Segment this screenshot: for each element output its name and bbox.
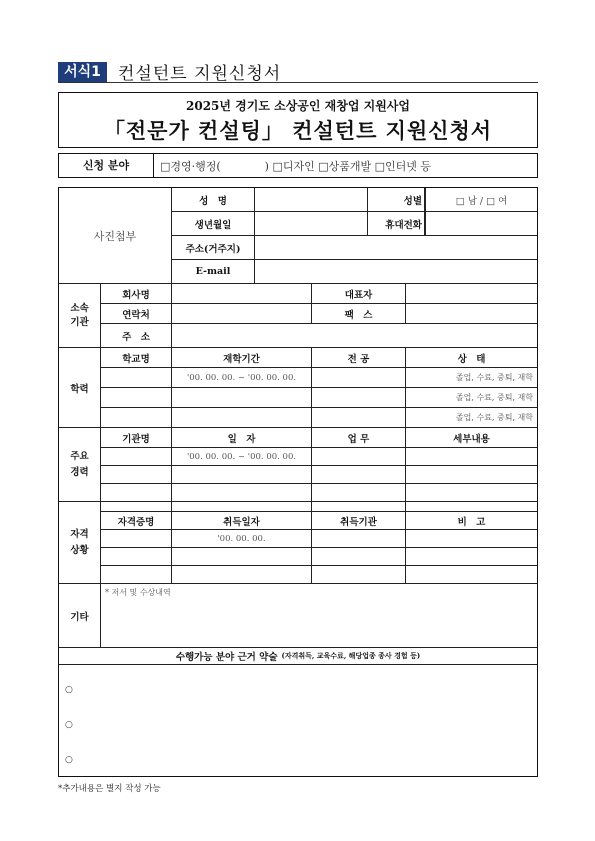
license-spacer (101, 502, 172, 512)
fax-input[interactable] (406, 304, 537, 324)
license-name-input[interactable] (101, 566, 172, 584)
address-input[interactable] (255, 236, 537, 260)
form-badge: 서식1 (58, 62, 107, 82)
contact-input[interactable] (172, 304, 312, 324)
affiliation-address-label: 주 소 (101, 324, 172, 348)
education-section-label: 학력 (59, 348, 101, 428)
education-header-period: 재학기간 (172, 348, 312, 368)
birth-input[interactable] (255, 212, 368, 236)
education-period-input[interactable] (172, 388, 312, 408)
license-date-input[interactable]: '00. 00. 00. (172, 530, 312, 548)
education-status-input[interactable]: 졸업, 수료, 중퇴, 재학 (406, 388, 537, 408)
license-name-input[interactable] (101, 548, 172, 566)
etc-section-label: 기타 (59, 584, 101, 648)
career-date-input[interactable] (172, 466, 312, 484)
education-header-school: 학교명 (101, 348, 172, 368)
summary-title: 수행가능 분야 근거 약술 (175, 652, 278, 663)
education-major-input[interactable] (312, 388, 406, 408)
ceo-input[interactable] (406, 284, 537, 304)
company-input[interactable] (172, 284, 312, 304)
phone-label: 휴대전화 (368, 212, 425, 236)
affiliation-address-input[interactable] (172, 324, 537, 348)
license-header-date: 취득일자 (172, 512, 312, 530)
license-section-label: 자격 상황 (59, 502, 101, 584)
summary-bullet: ○ (65, 685, 73, 695)
title-box (58, 92, 538, 148)
application-form-table (58, 187, 538, 777)
name-label: 성 명 (172, 188, 255, 212)
license-header-name: 자격증명 (101, 512, 172, 530)
career-org-input[interactable] (101, 484, 172, 502)
summary-subtitle: (자격취득, 교육수료, 해당업종 종사 경험 등) (281, 651, 421, 660)
ceo-label: 대표자 (312, 284, 406, 304)
affiliation-section-label: 소속 기관 (59, 284, 101, 348)
form-name: 컨설턴트 지원신청서 (118, 64, 282, 84)
career-header-org: 기관명 (101, 428, 172, 448)
application-field-row (58, 153, 538, 178)
fax-label: 팩 스 (312, 304, 406, 324)
career-date-input[interactable] (172, 484, 312, 502)
education-status-input[interactable]: 졸업, 수료, 중퇴, 재학 (406, 408, 537, 428)
education-school-input[interactable] (101, 388, 172, 408)
license-org-input[interactable] (312, 566, 406, 584)
education-header-major: 전 공 (312, 348, 406, 368)
application-field-label: 신청 분야 (59, 154, 154, 177)
gender-options[interactable]: □ 남 / □ 여 (425, 188, 537, 212)
career-date-input[interactable]: '00. 00. 00. ~ '00. 00. 00. (172, 448, 312, 466)
career-detail-input[interactable] (406, 466, 537, 484)
license-header-org: 취득기관 (312, 512, 406, 530)
summary-bullet: ○ (65, 720, 73, 730)
career-header-date: 일 자 (172, 428, 312, 448)
photo-attachment-area[interactable]: 사진첨부 (59, 188, 172, 284)
birth-label: 생년월일 (172, 212, 255, 236)
contact-label: 연락처 (101, 304, 172, 324)
title-line1: 2025년 경기도 소상공인 재창업 지원사업 (186, 99, 410, 113)
education-period-input[interactable]: '00. 00. 00. ~ '00. 00. 00. (172, 368, 312, 388)
license-org-input[interactable] (312, 530, 406, 548)
career-task-input[interactable] (312, 484, 406, 502)
title-line2: 「전문가 컨설팅」 컨설턴트 지원신청서 (103, 118, 493, 143)
career-section-label: 주요 경력 (59, 428, 101, 502)
email-label: E-mail (172, 260, 255, 284)
education-major-input[interactable] (312, 368, 406, 388)
education-school-input[interactable] (101, 368, 172, 388)
company-label: 회사명 (101, 284, 172, 304)
license-spacer (172, 502, 312, 512)
education-status-input[interactable]: 졸업, 수료, 중퇴, 재학 (406, 368, 537, 388)
license-spacer (312, 502, 406, 512)
career-org-input[interactable] (101, 448, 172, 466)
license-spacer (406, 502, 537, 512)
phone-input[interactable] (425, 212, 537, 236)
education-header-status: 상 태 (406, 348, 537, 368)
license-header-note: 비 고 (406, 512, 537, 530)
email-input[interactable] (255, 260, 537, 284)
career-task-input[interactable] (312, 466, 406, 484)
summary-bullet: ○ (65, 755, 73, 765)
gender-label: 성별 (368, 188, 425, 212)
career-org-input[interactable] (101, 466, 172, 484)
license-date-input[interactable] (172, 548, 312, 566)
footnote: *추가내용은 별지 작성 가능 (58, 784, 161, 794)
career-task-input[interactable] (312, 448, 406, 466)
education-period-input[interactable] (172, 408, 312, 428)
license-org-input[interactable] (312, 548, 406, 566)
header-divider (58, 82, 538, 83)
career-detail-input[interactable] (406, 484, 537, 502)
address-label: 주소(거주지) (172, 236, 255, 260)
license-note-input[interactable] (406, 548, 537, 566)
career-header-detail: 세부내용 (406, 428, 537, 448)
summary-header (59, 648, 537, 665)
career-header-task: 업 무 (312, 428, 406, 448)
education-major-input[interactable] (312, 408, 406, 428)
license-note-input[interactable] (406, 530, 537, 548)
education-school-input[interactable] (101, 408, 172, 428)
etc-input[interactable]: * 저서 및 수상내역 (101, 584, 537, 648)
summary-input[interactable] (59, 665, 537, 776)
career-detail-input[interactable] (406, 448, 537, 466)
application-field-options[interactable]: □경영·행정( ) □디자인 □상품개발 □인터넷 등 (160, 159, 432, 173)
license-name-input[interactable] (101, 530, 172, 548)
name-input[interactable] (255, 188, 368, 212)
license-date-input[interactable] (172, 566, 312, 584)
license-note-input[interactable] (406, 566, 537, 584)
